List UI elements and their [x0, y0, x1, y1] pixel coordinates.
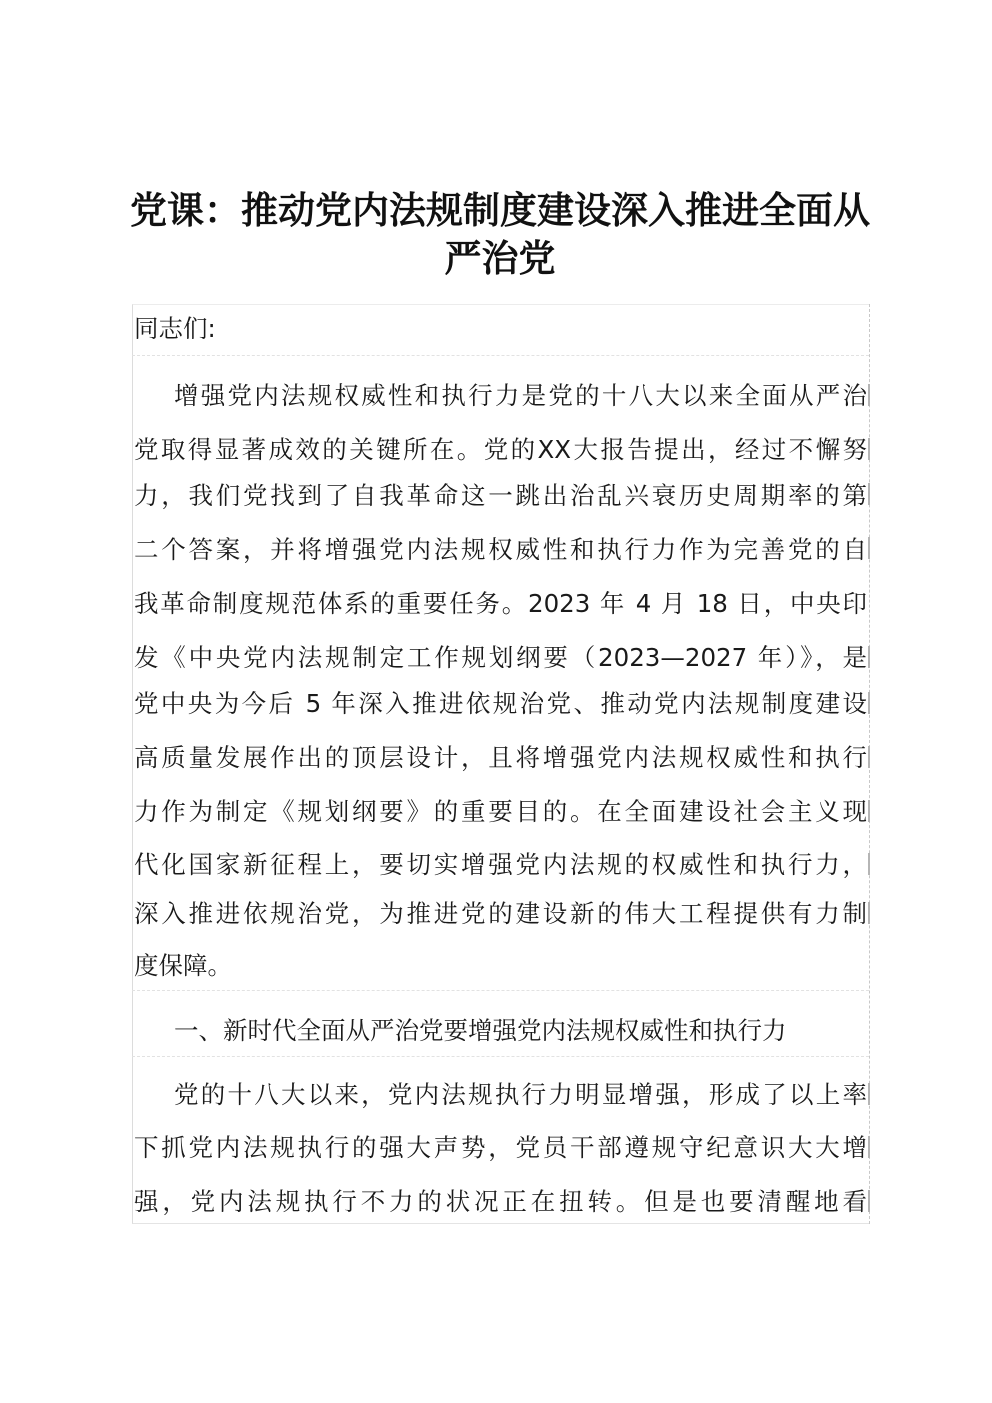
line-end-mark	[868, 483, 870, 505]
paragraph-1-line: 二个答案，并将增强党内法规权威性和执行力作为完善党的自	[134, 535, 867, 564]
paragraph-1-line: 发《中央党内法规制定工作规划纲要（2023—2027 年）》，是	[134, 643, 867, 672]
line-end-mark	[868, 1136, 870, 1158]
document-title-line-2: 严治党	[444, 237, 556, 280]
line-end-mark	[868, 1190, 870, 1212]
paragraph-1-line: 力作为制定《规划纲要》的重要目的。在全面建设社会主义现	[134, 797, 867, 826]
line-end-mark	[868, 537, 870, 559]
paragraph-2-line: 下抓党内法规执行的强大声势，党员干部遵规守纪意识大大增	[134, 1133, 867, 1162]
line-end-mark	[868, 902, 870, 924]
paragraph-separator	[132, 1056, 869, 1057]
paragraph-separator	[132, 355, 869, 356]
paragraph-separator	[132, 990, 869, 991]
paragraph-1-line: 我革命制度规范体系的重要任务。2023 年 4 月 18 日，中央印	[134, 589, 867, 618]
paragraph-2-line: 党的十八大以来，党内法规执行力明显增强，形成了以上率	[174, 1080, 867, 1109]
line-end-mark	[868, 646, 870, 668]
line-end-mark	[868, 746, 870, 768]
section-1-heading: 一、新时代全面从严治党要增强党内法规权威性和执行力	[174, 1016, 787, 1045]
line-end-mark	[868, 692, 870, 714]
paragraph-1-line: 高质量发展作出的顶层设计，且将增强党内法规权威性和执行	[134, 743, 867, 772]
line-end-mark	[868, 853, 870, 875]
paragraph-1-line: 深入推进依规治党，为推进党的建设新的伟大工程提供有力制	[134, 899, 867, 928]
paragraph-2-line: 强，党内法规执行不力的状况正在扭转。但是也要清醒地看	[134, 1187, 867, 1216]
line-end-mark	[868, 1083, 870, 1105]
paragraph-1-line: 度保障。	[134, 951, 232, 980]
paragraph-1-line: 力，我们党找到了自我革命这一跳出治乱兴衰历史周期率的第	[134, 481, 867, 510]
paragraph-1-line: 代化国家新征程上，要切实增强党内法规的权威性和执行力，	[134, 850, 867, 879]
document-title-line-1: 党课：推动党内法规制度建设深入推进全面从	[130, 189, 870, 232]
paragraph-1-line: 党取得显著成效的关键所在。党的XX大报告提出，经过不懈努	[134, 435, 867, 464]
paragraph-1-line: 党中央为今后 5 年深入推进依规治党、推动党内法规制度建设	[134, 689, 867, 718]
paragraph-1-line: 增强党内法规权威性和执行力是党的十八大以来全面从严治	[174, 381, 867, 410]
line-end-mark	[868, 438, 870, 460]
line-end-mark	[868, 800, 870, 822]
line-end-mark	[868, 384, 870, 406]
greeting: 同志们:	[134, 314, 216, 343]
